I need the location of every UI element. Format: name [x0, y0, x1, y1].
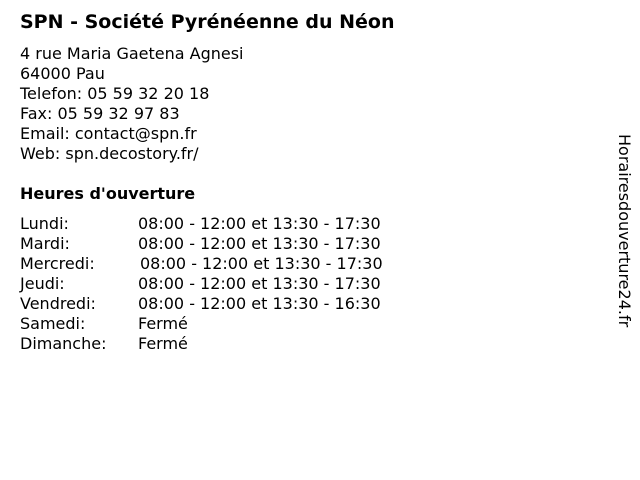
- day-hours: 08:00 - 12:00 et 13:30 - 17:30: [138, 234, 381, 253]
- day-label: Mercredi:: [20, 254, 95, 273]
- day-label: Lundi:: [20, 214, 69, 233]
- opening-hours-heading: Heures d'ouverture: [20, 184, 196, 203]
- day-hours: Fermé: [138, 334, 188, 353]
- day-hours: 08:00 - 12:00 et 13:30 - 16:30: [138, 294, 381, 313]
- day-label: Mardi:: [20, 234, 70, 253]
- day-hours: 08:00 - 12:00 et 13:30 - 17:30: [138, 214, 381, 233]
- day-hours: Fermé: [138, 314, 188, 333]
- day-hours: 08:00 - 12:00 et 13:30 - 17:30: [140, 254, 383, 273]
- fax-number: Fax: 05 59 32 97 83: [20, 104, 180, 123]
- business-name: SPN - Société Pyrénéenne du Néon: [20, 11, 395, 33]
- phone-number: Telefon: 05 59 32 20 18: [20, 84, 210, 103]
- day-label: Dimanche:: [20, 334, 107, 353]
- street-address: 4 rue Maria Gaetena Agnesi: [20, 44, 244, 63]
- day-label: Jeudi:: [20, 274, 65, 293]
- city: 64000 Pau: [20, 64, 105, 83]
- day-label: Samedi:: [20, 314, 86, 333]
- day-hours: 08:00 - 12:00 et 13:30 - 17:30: [138, 274, 381, 293]
- website: Web: spn.decostory.fr/: [20, 144, 199, 163]
- day-label: Vendredi:: [20, 294, 96, 313]
- email-address: Email: contact@spn.fr: [20, 124, 197, 143]
- site-watermark: Horairesdouverture24.fr: [615, 134, 634, 328]
- contact-block: [20, 44, 244, 164]
